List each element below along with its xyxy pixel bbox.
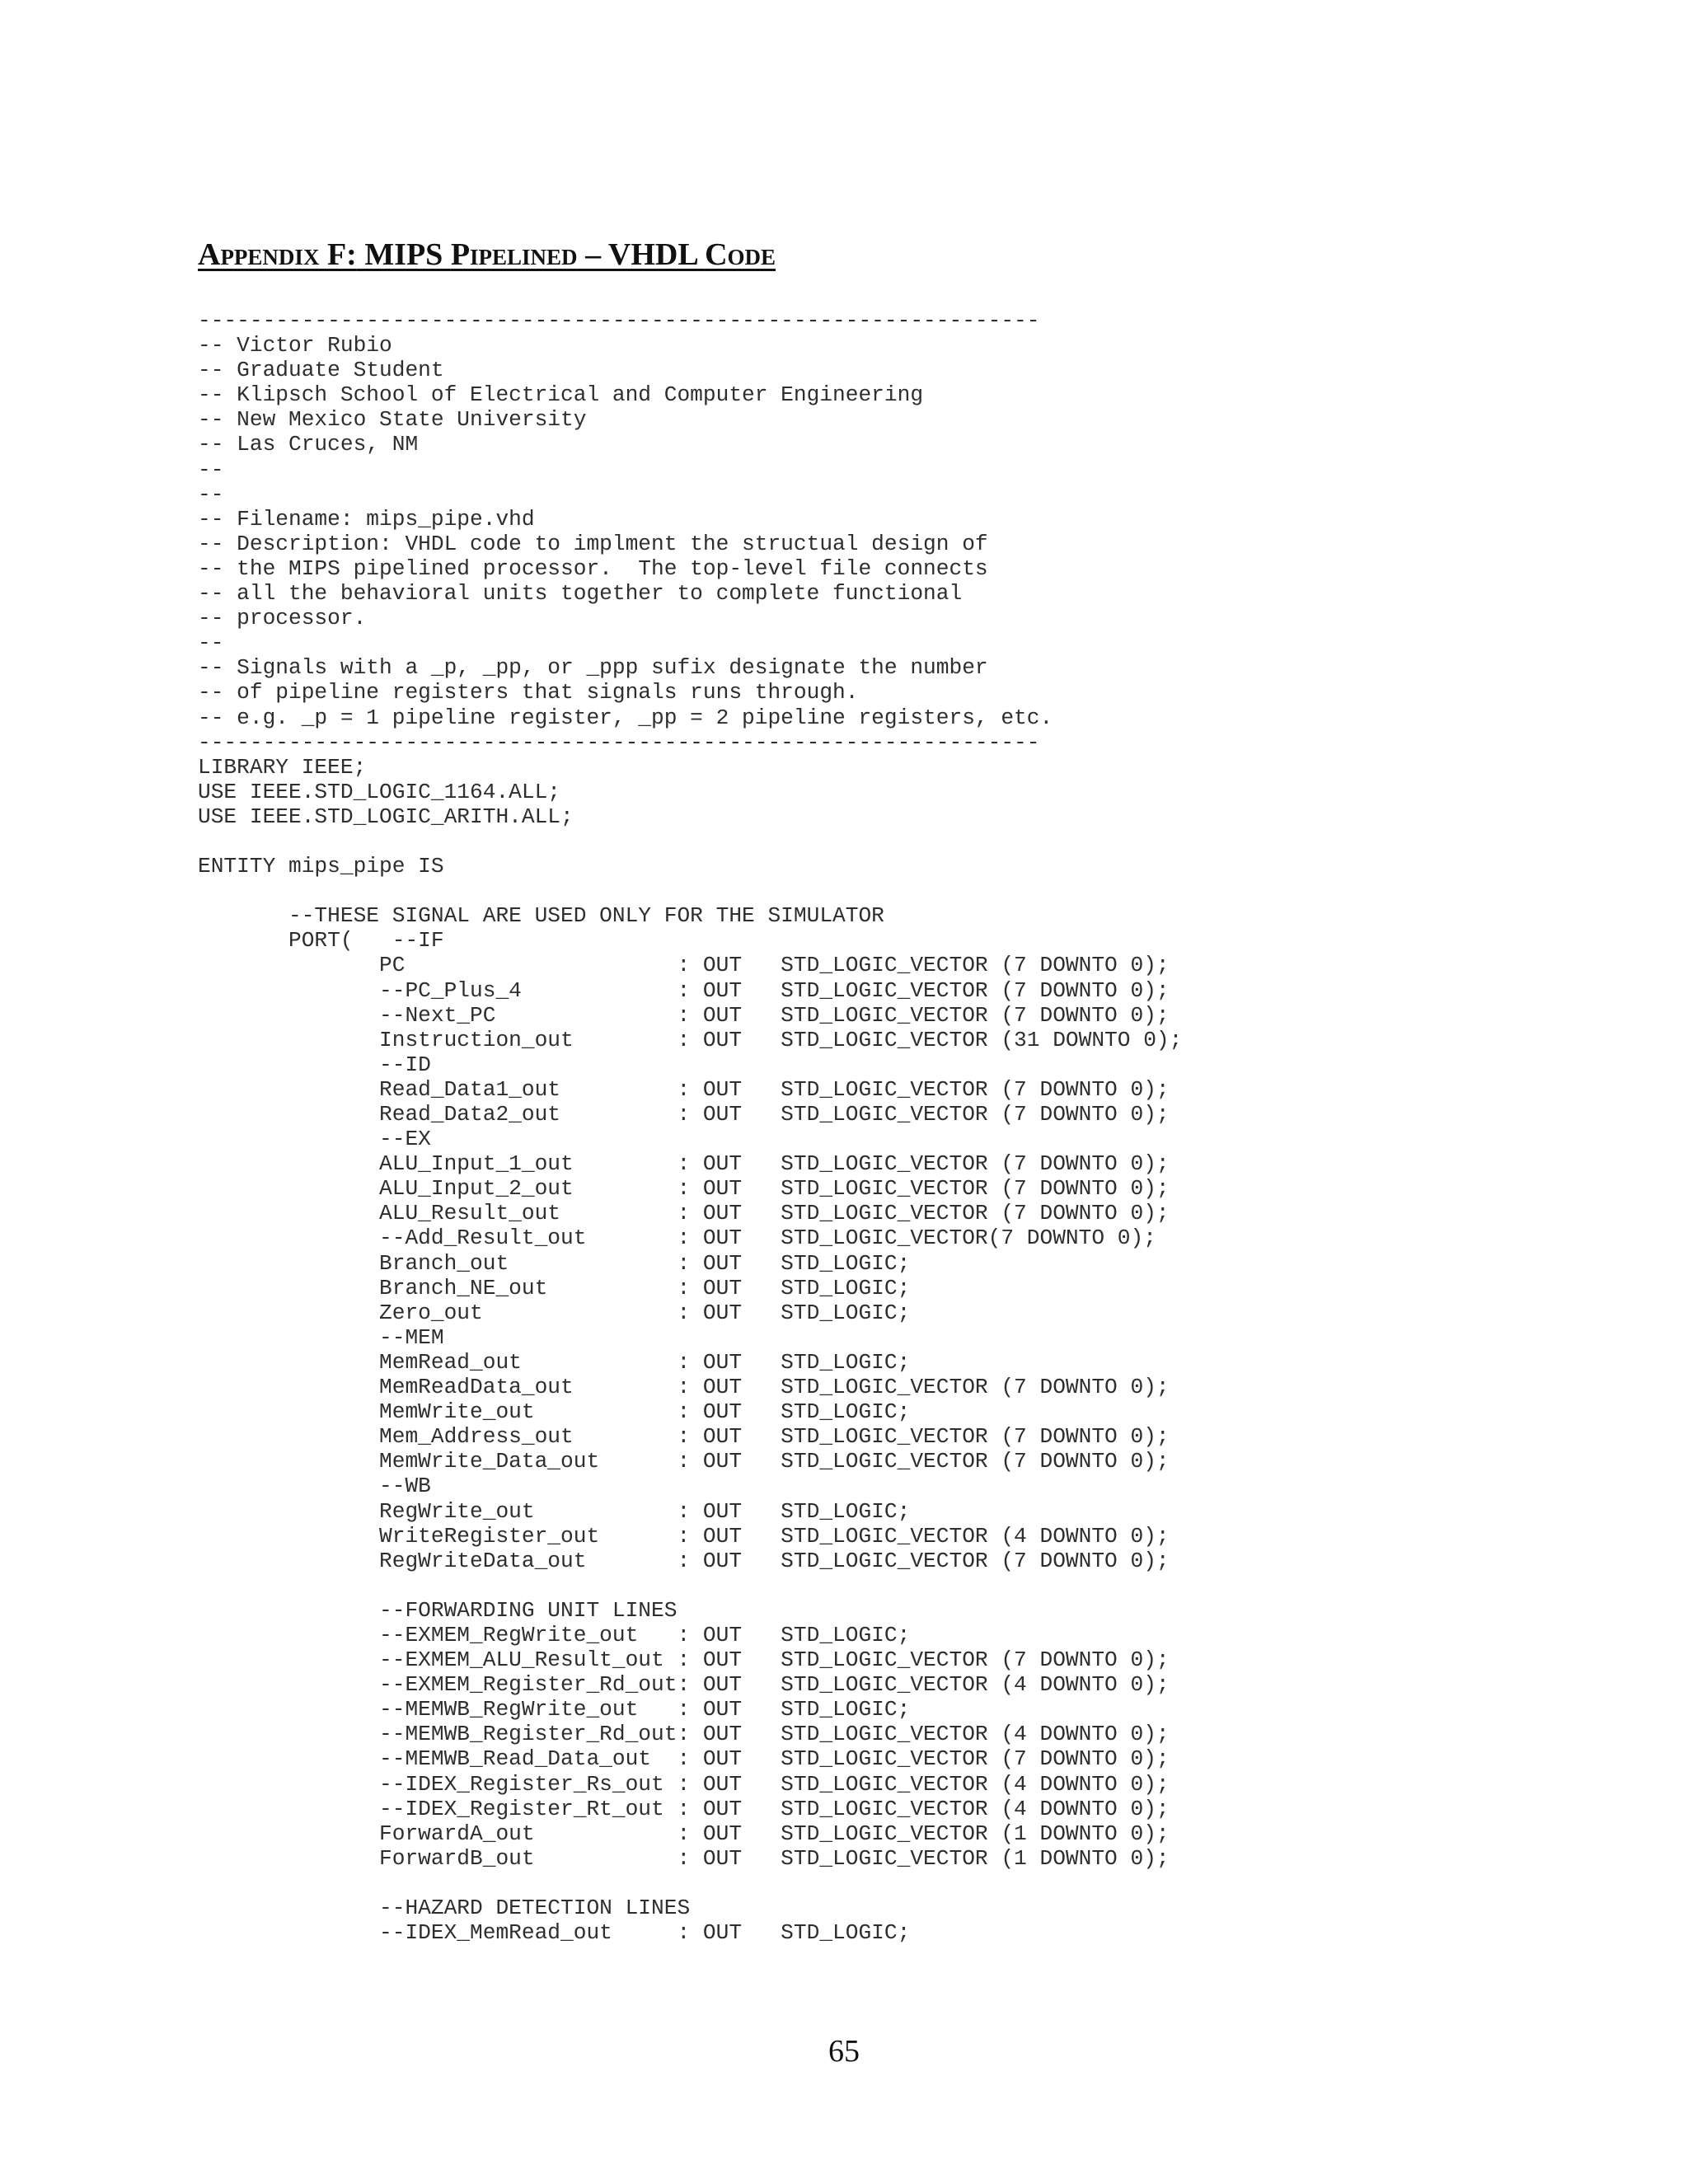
code-line: --EXMEM_ALU_Result_out : OUT STD_LOGIC_VECTOR (7 DOWNTO 0); xyxy=(198,1647,1170,1673)
vhdl-code-listing xyxy=(198,308,1517,1945)
code-line: PORT( --IF xyxy=(198,928,444,954)
code-line xyxy=(198,879,1517,903)
code-line: -- Klipsch School of Electrical and Computer Engineering xyxy=(198,382,924,408)
code-line: MemWrite_out : OUT STD_LOGIC; xyxy=(198,1399,911,1425)
heading-part: Appendix F: xyxy=(198,237,357,272)
code-line: -- Las Cruces, NM xyxy=(198,432,419,457)
code-line: Mem_Address_out : OUT STD_LOGIC_VECTOR (7 DOWNTO 0); xyxy=(198,1424,1170,1450)
code-line: --MEMWB_Read_Data_out : OUT STD_LOGIC_VECTOR (7 DOWNTO 0); xyxy=(198,1746,1170,1772)
code-line: Zero_out : OUT STD_LOGIC; xyxy=(198,1300,911,1325)
code-line: -- xyxy=(198,630,224,656)
heading-part: Pipelined xyxy=(450,237,578,272)
page-number: 65 xyxy=(828,2034,860,2069)
code-line: -- the MIPS pipelined processor. The top-level file connects xyxy=(198,555,988,581)
code-line: -- Graduate Student xyxy=(198,358,444,383)
code-line: -- all the behavioral units together to complete functional xyxy=(198,581,963,607)
heading-part: – VHDL xyxy=(577,237,706,272)
code-line: Read_Data2_out : OUT STD_LOGIC_VECTOR (7 DOWNTO 0); xyxy=(198,1102,1170,1127)
code-line: --HAZARD DETECTION LINES xyxy=(198,1896,691,1920)
code-line xyxy=(198,829,1517,854)
code-line: --THESE SIGNAL ARE USED ONLY FOR THE SIMULATOR xyxy=(198,903,884,929)
code-line: WriteRegister_out : OUT STD_LOGIC_VECTOR (4 DOWNTO 0); xyxy=(198,1523,1170,1549)
code-line: LIBRARY IEEE; xyxy=(198,754,367,780)
code-line: -- xyxy=(198,457,224,482)
code-line: MemWrite_Data_out : OUT STD_LOGIC_VECTOR (7 DOWNTO 0); xyxy=(198,1449,1170,1474)
code-line: Instruction_out : OUT STD_LOGIC_VECTOR (31 DOWNTO 0); xyxy=(198,1027,1183,1052)
code-line: --IDEX_Register_Rt_out : OUT STD_LOGIC_VECTOR (4 DOWNTO 0); xyxy=(198,1796,1170,1821)
code-line: --MEM xyxy=(198,1324,444,1350)
code-line: Read_Data1_out : OUT STD_LOGIC_VECTOR (7 DOWNTO 0); xyxy=(198,1076,1170,1102)
code-line: RegWrite_out : OUT STD_LOGIC; xyxy=(198,1498,911,1524)
heading-part: Code xyxy=(705,237,776,272)
code-line: -- e.g. _p = 1 pipeline register, _pp = 2 pipeline registers, etc. xyxy=(198,705,1053,730)
code-line: Branch_NE_out : OUT STD_LOGIC; xyxy=(198,1275,911,1301)
code-line: -- processor. xyxy=(198,606,367,631)
code-line: -- Filename: mips_pipe.vhd xyxy=(198,506,535,532)
code-line: -- New Mexico State University xyxy=(198,407,587,433)
code-line: --PC_Plus_4 : OUT STD_LOGIC_VECTOR (7 DOWNTO 0); xyxy=(198,977,1170,1003)
code-line: ForwardA_out : OUT STD_LOGIC_VECTOR (1 DOWNTO 0); xyxy=(198,1821,1170,1846)
code-line: MemReadData_out : OUT STD_LOGIC_VECTOR (7 DOWNTO 0); xyxy=(198,1375,1170,1400)
code-line: --IDEX_Register_Rs_out : OUT STD_LOGIC_VECTOR (4 DOWNTO 0); xyxy=(198,1771,1170,1797)
code-line: --Add_Result_out : OUT STD_LOGIC_VECTOR(7 DOWNTO 0); xyxy=(198,1226,1156,1251)
code-line: --ID xyxy=(198,1052,431,1077)
appendix-heading xyxy=(198,236,776,274)
code-line: ALU_Input_1_out : OUT STD_LOGIC_VECTOR (7 DOWNTO 0); xyxy=(198,1151,1170,1177)
code-line: MemRead_out : OUT STD_LOGIC; xyxy=(198,1349,911,1375)
code-line: --MEMWB_RegWrite_out : OUT STD_LOGIC; xyxy=(198,1697,911,1722)
code-line: ForwardB_out : OUT STD_LOGIC_VECTOR (1 DOWNTO 0); xyxy=(198,1845,1170,1871)
code-line: ----------------------------------------------------------------- xyxy=(198,308,1040,333)
code-line: -- Description: VHDL code to implment the structual design of xyxy=(198,531,988,556)
code-line: ALU_Result_out : OUT STD_LOGIC_VECTOR (7 DOWNTO 0); xyxy=(198,1201,1170,1226)
code-line: --FORWARDING UNIT LINES xyxy=(198,1597,678,1623)
code-line: --EX xyxy=(198,1127,431,1152)
heading-part: MIPS xyxy=(356,237,451,272)
code-line: --EXMEM_Register_Rd_out: OUT STD_LOGIC_VECTOR (4 DOWNTO 0); xyxy=(198,1672,1170,1698)
code-line: ENTITY mips_pipe IS xyxy=(198,854,444,879)
code-line: ALU_Input_2_out : OUT STD_LOGIC_VECTOR (7 DOWNTO 0); xyxy=(198,1176,1170,1202)
code-line: --IDEX_MemRead_out : OUT STD_LOGIC; xyxy=(198,1920,911,1946)
code-line xyxy=(198,1573,1517,1598)
code-line: --Next_PC : OUT STD_LOGIC_VECTOR (7 DOWNTO 0); xyxy=(198,1002,1170,1028)
code-line: -- Victor Rubio xyxy=(198,333,392,359)
code-line: USE IEEE.STD_LOGIC_ARITH.ALL; xyxy=(198,804,574,829)
code-line: -- of pipeline registers that signals runs through. xyxy=(198,680,859,705)
code-line: PC : OUT STD_LOGIC_VECTOR (7 DOWNTO 0); xyxy=(198,953,1170,978)
code-line: RegWriteData_out : OUT STD_LOGIC_VECTOR (7 DOWNTO 0); xyxy=(198,1548,1170,1573)
code-line: ----------------------------------------------------------------- xyxy=(198,729,1040,755)
code-line xyxy=(198,1871,1517,1896)
code-line: USE IEEE.STD_LOGIC_1164.ALL; xyxy=(198,779,561,804)
code-line: --EXMEM_RegWrite_out : OUT STD_LOGIC; xyxy=(198,1622,911,1647)
code-line: --MEMWB_Register_Rd_out: OUT STD_LOGIC_VECTOR (4 DOWNTO 0); xyxy=(198,1722,1170,1747)
code-line: Branch_out : OUT STD_LOGIC; xyxy=(198,1250,911,1276)
code-line: --WB xyxy=(198,1474,431,1499)
code-line: -- Signals with a _p, _pp, or _ppp sufix designate the number xyxy=(198,655,988,681)
code-line: -- xyxy=(198,481,224,507)
